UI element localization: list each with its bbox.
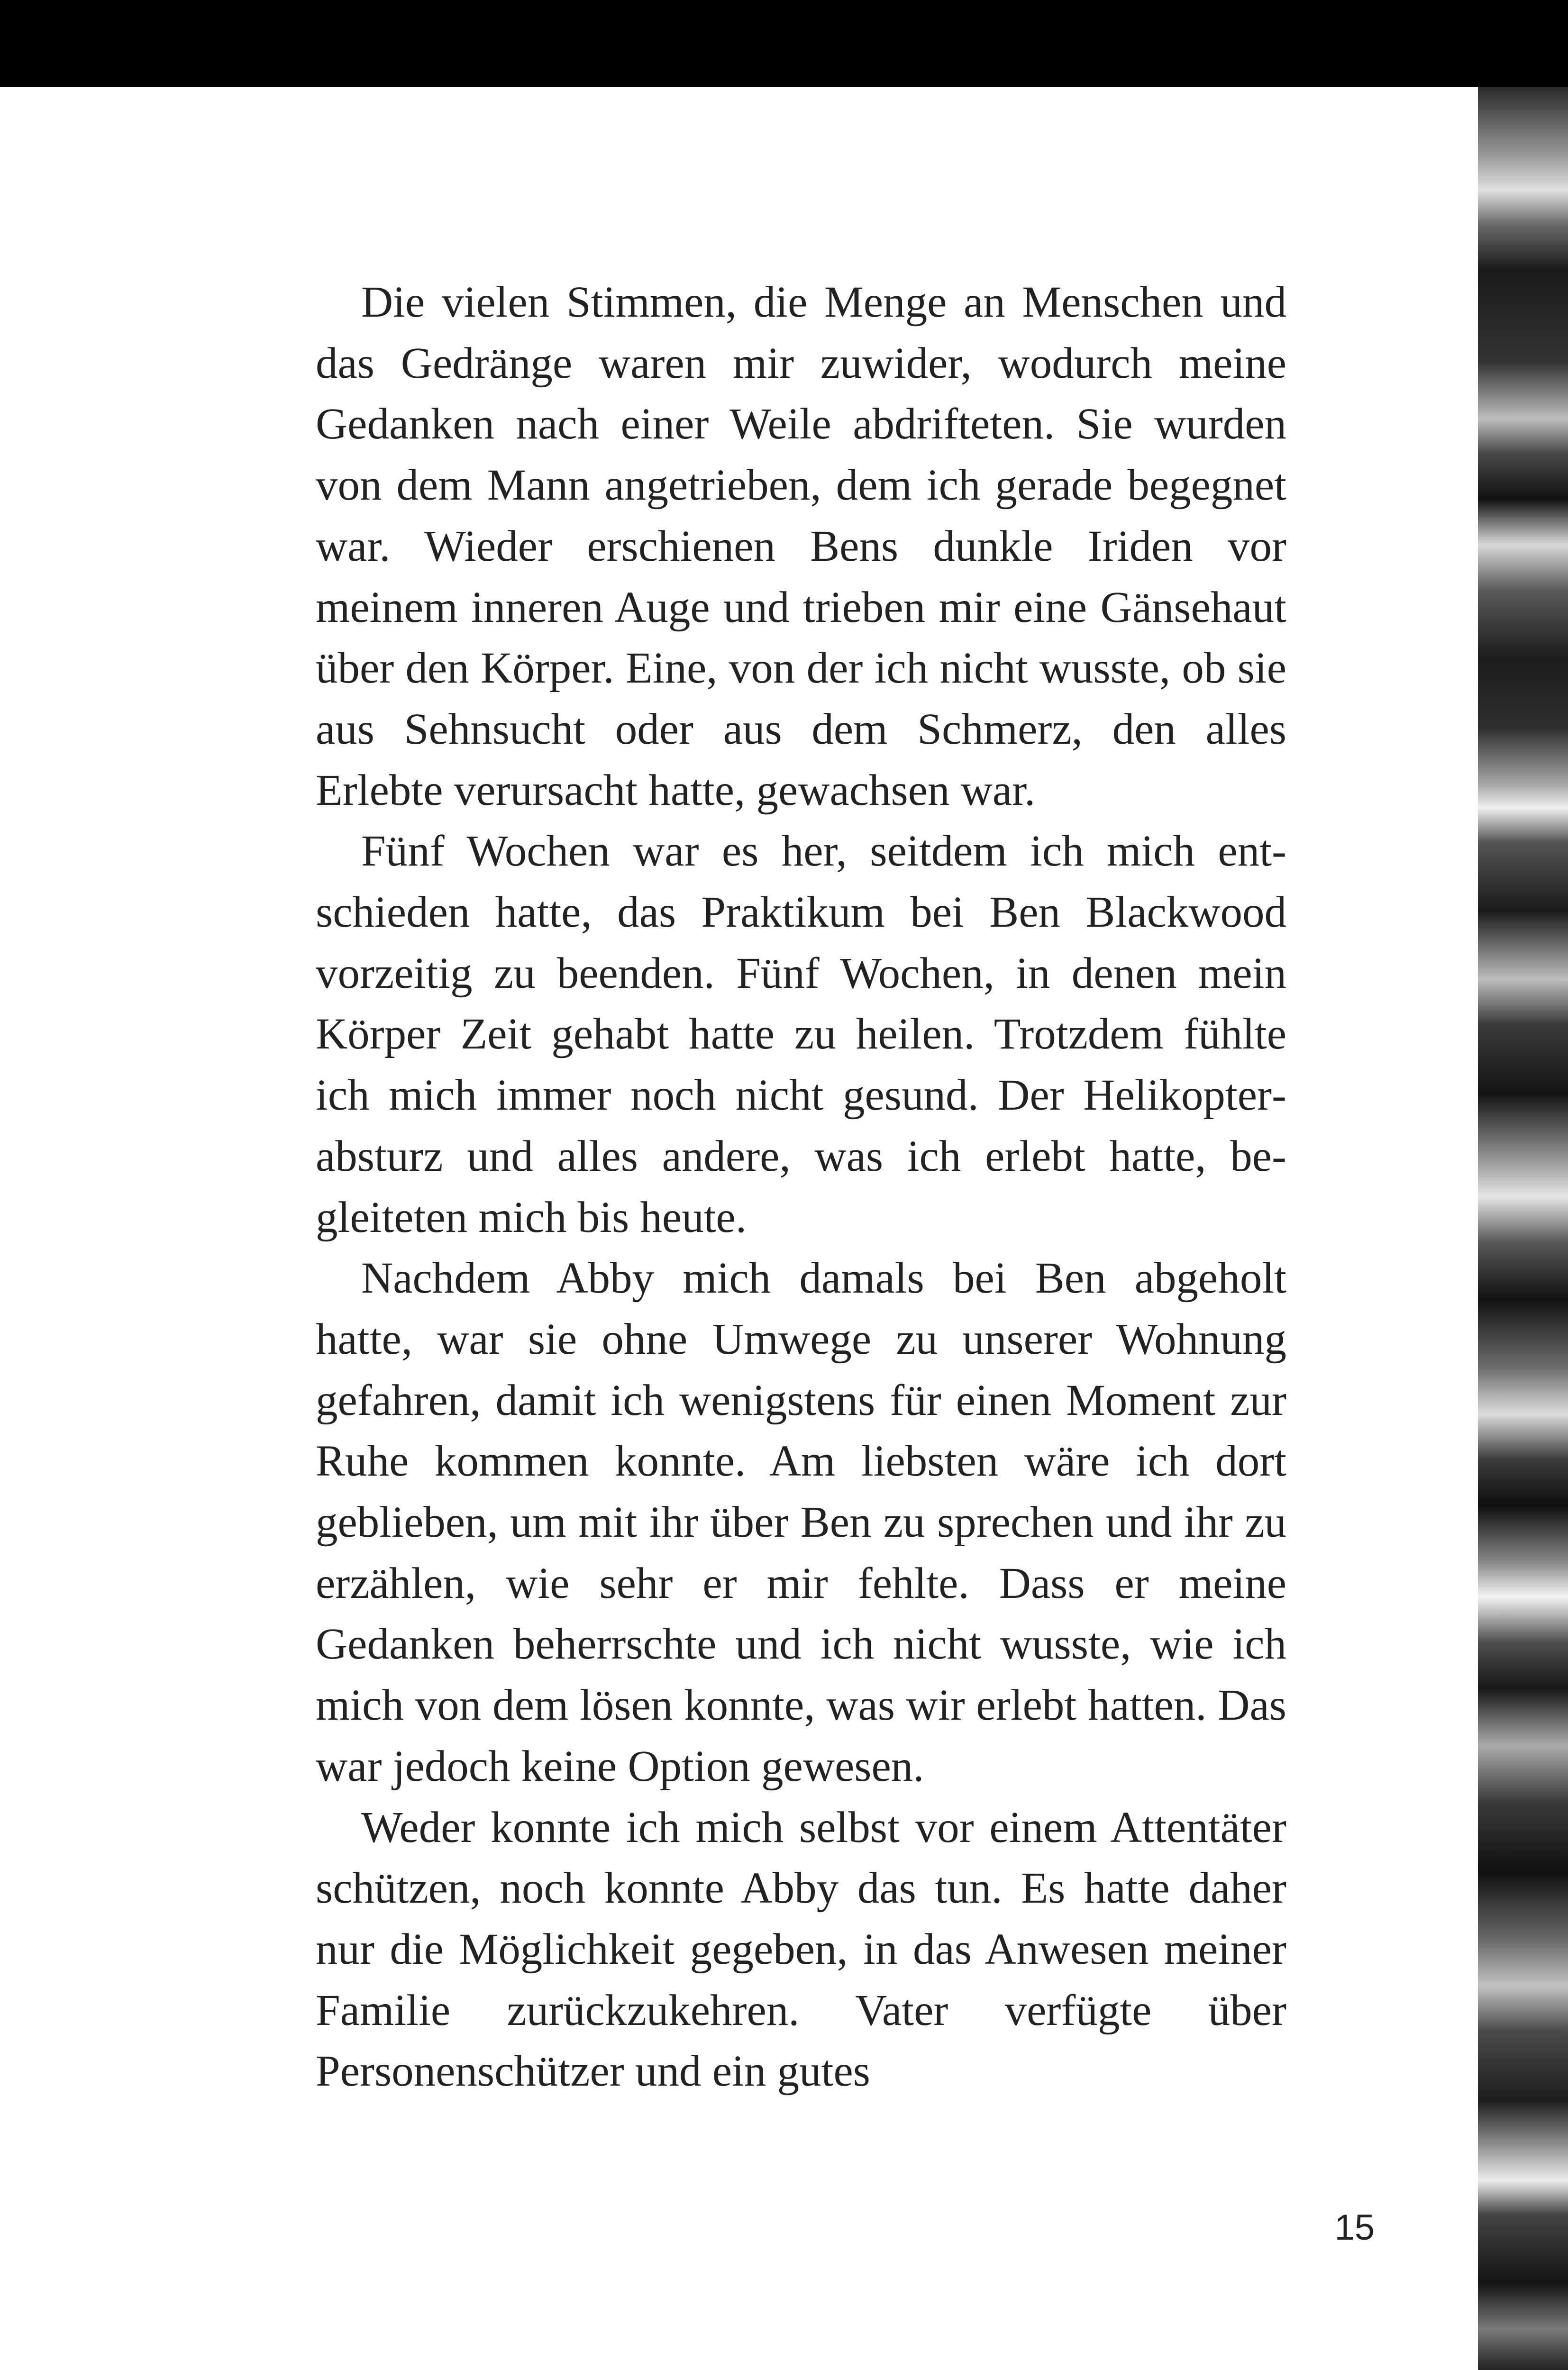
paragraph-1: Die vielen Stimmen, die Menge an Menschen und das Gedränge waren mir zuwider, wodurch meine Gedanken nach einer Weile abdrifteten. Sie wurden von dem Mann angetrieben, dem ich gerade begegnet war. Wieder erschienen Bens dunkle Iriden vor meinem inneren Auge und trieben mir eine Gänsehaut über den Körper. Eine, von der ich nicht wusste, ob sie aus Sehnsucht oder aus dem Schmerz, den alles Erlebte verursacht hatte, gewachsen war. [316,278,1286,815]
paragraph-3: Nachdem Abby mich damals bei Ben abgeholt hatte, war sie ohne Umwege zu unserer Wohnung gefahren, damit ich wenigstens für einen Moment zur Ruhe kommen konnte. Am liebsten wäre ich dort geblieben, um mit ihr über Ben zu sprechen und ihr zu erzählen, wie sehr er mir fehlte. Dass er meine Gedanken beherrschte und ich nicht wusste, wie ich mich von dem lösen konnte, was wir erlebt hatten. Das war jedoch keine Option gewesen. [316,1254,1286,1791]
page-edge-strip [1478,87,1568,2370]
body-text [316,272,1286,2102]
page-number: 15 [1334,2207,1375,2248]
paragraph-2: Fünf Wochen war es her, seitdem ich mich entschieden hatte, das Praktikum bei Ben Blackwood vorzeitig zu beenden. Fünf Wochen, in denen mein Körper Zeit gehabt hatte zu heilen. Trotzdem fühlte ich mich immer noch nicht gesund. Der Helikopterabsturz und alles andere, was ich erlebt hatte, begleiteten mich bis heute. [316,827,1286,1242]
paragraph-4: Weder konnte ich mich selbst vor einem Attentäter schützen, noch konnte Abby das tun. Es hatte daher nur die Möglichkeit gegeben, in das Anwesen meiner Familie zurückzukehren. Vater verfügte über Personenschützer und ein gutes [316,1803,1286,2096]
